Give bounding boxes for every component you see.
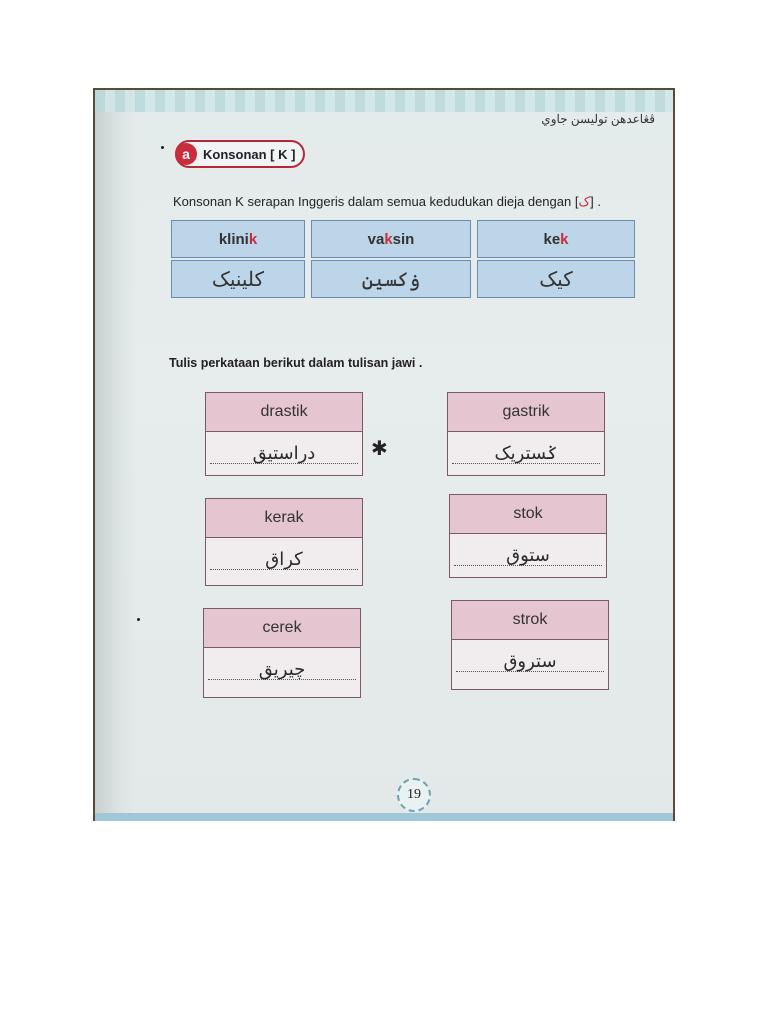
exercise-word: drastik (206, 393, 362, 432)
exercise-word: stok (450, 495, 606, 534)
exercise-word: cerek (204, 609, 360, 648)
header-jawi-title: ڤڠاعدهن توليسن جاوي (541, 112, 655, 126)
exercise-word: kerak (206, 499, 362, 538)
book-page (95, 90, 673, 821)
decorative-bottom-band (95, 813, 673, 821)
exercise-box-stok (449, 494, 607, 578)
decorative-top-band (95, 90, 673, 112)
example-rumi-cell: ke k (477, 220, 635, 258)
book-photo (93, 88, 675, 821)
example-jawi-cell: کلينيک (171, 260, 305, 298)
handwritten-answer: کراق (265, 549, 303, 570)
page-spine-shadow (95, 90, 137, 821)
section-letter-icon: a (175, 143, 197, 165)
answer-area[interactable] (204, 648, 360, 692)
section-badge (175, 140, 305, 168)
handwritten-answer: دراستيق (252, 443, 316, 464)
example-jawi-cell: کيک (477, 260, 635, 298)
exercise-word: strok (452, 601, 608, 640)
example-rumi-cell: klini k (171, 220, 305, 258)
handwritten-answer: ݢستريک (494, 443, 558, 464)
examples-table (171, 220, 641, 302)
answer-area[interactable] (206, 432, 362, 476)
star-mark: ✱ (371, 438, 388, 460)
exercise-box-strok (451, 600, 609, 690)
section-title: Konsonan [ K ] (203, 146, 296, 162)
exercise-box-drastik (205, 392, 363, 476)
handwritten-answer: ستروق (503, 651, 557, 672)
handwritten-answer: چيريق (258, 659, 306, 680)
answer-area[interactable] (450, 534, 606, 578)
example-rumi-cell: va k sin (311, 220, 471, 258)
margin-dot (161, 146, 164, 149)
exercise-word: gastrik (448, 393, 604, 432)
exercise-box-kerak (205, 498, 363, 586)
answer-area[interactable] (452, 640, 608, 684)
exercise-instruction: Tulis perkataan berikut dalam tulisan jawi . (169, 356, 423, 370)
jawi-kaf-letter: ک (578, 194, 591, 209)
answer-area[interactable] (448, 432, 604, 476)
answer-area[interactable] (206, 538, 362, 582)
page-number: 19 (397, 778, 431, 812)
exercise-box-gastrik (447, 392, 605, 476)
margin-dot (137, 618, 140, 621)
handwritten-answer: ستوق (506, 545, 550, 566)
intro-text: Konsonan K serapan Inggeris dalam semua kedudukan dieja dengan [ک] . (173, 194, 601, 209)
example-jawi-cell: ۏکسين (311, 260, 471, 298)
exercise-box-cerek (203, 608, 361, 698)
